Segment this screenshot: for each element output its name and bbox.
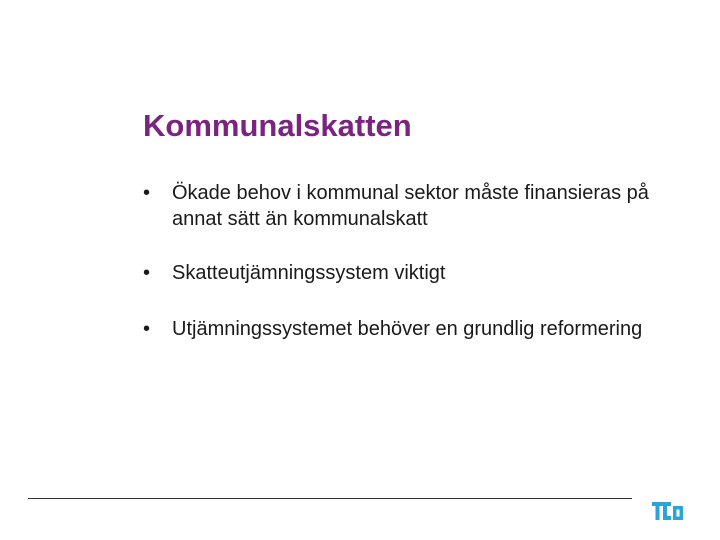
tco-logo-icon (652, 500, 684, 522)
bullet-marker: • (143, 262, 151, 284)
bullet-text: Utjämningssystemet behöver en grundlig reformering (172, 318, 643, 340)
slide-title: Kommunalskatten (143, 108, 412, 143)
bullet-marker: • (143, 182, 151, 204)
bullet-item-1 (143, 180, 663, 232)
bullet-item-3 (143, 316, 663, 342)
bullet-text: Skatteutjämningssystem viktigt (172, 262, 446, 284)
bullet-marker: • (143, 318, 151, 340)
tco-logo-text: TCO (668, 521, 671, 522)
bullet-text: Ökade behov i kommunal sektor måste finansieras på annat sätt än kommunalskatt (172, 182, 649, 230)
bullet-list (143, 180, 663, 370)
bullet-item-2 (143, 260, 663, 286)
footer-divider (28, 498, 632, 499)
